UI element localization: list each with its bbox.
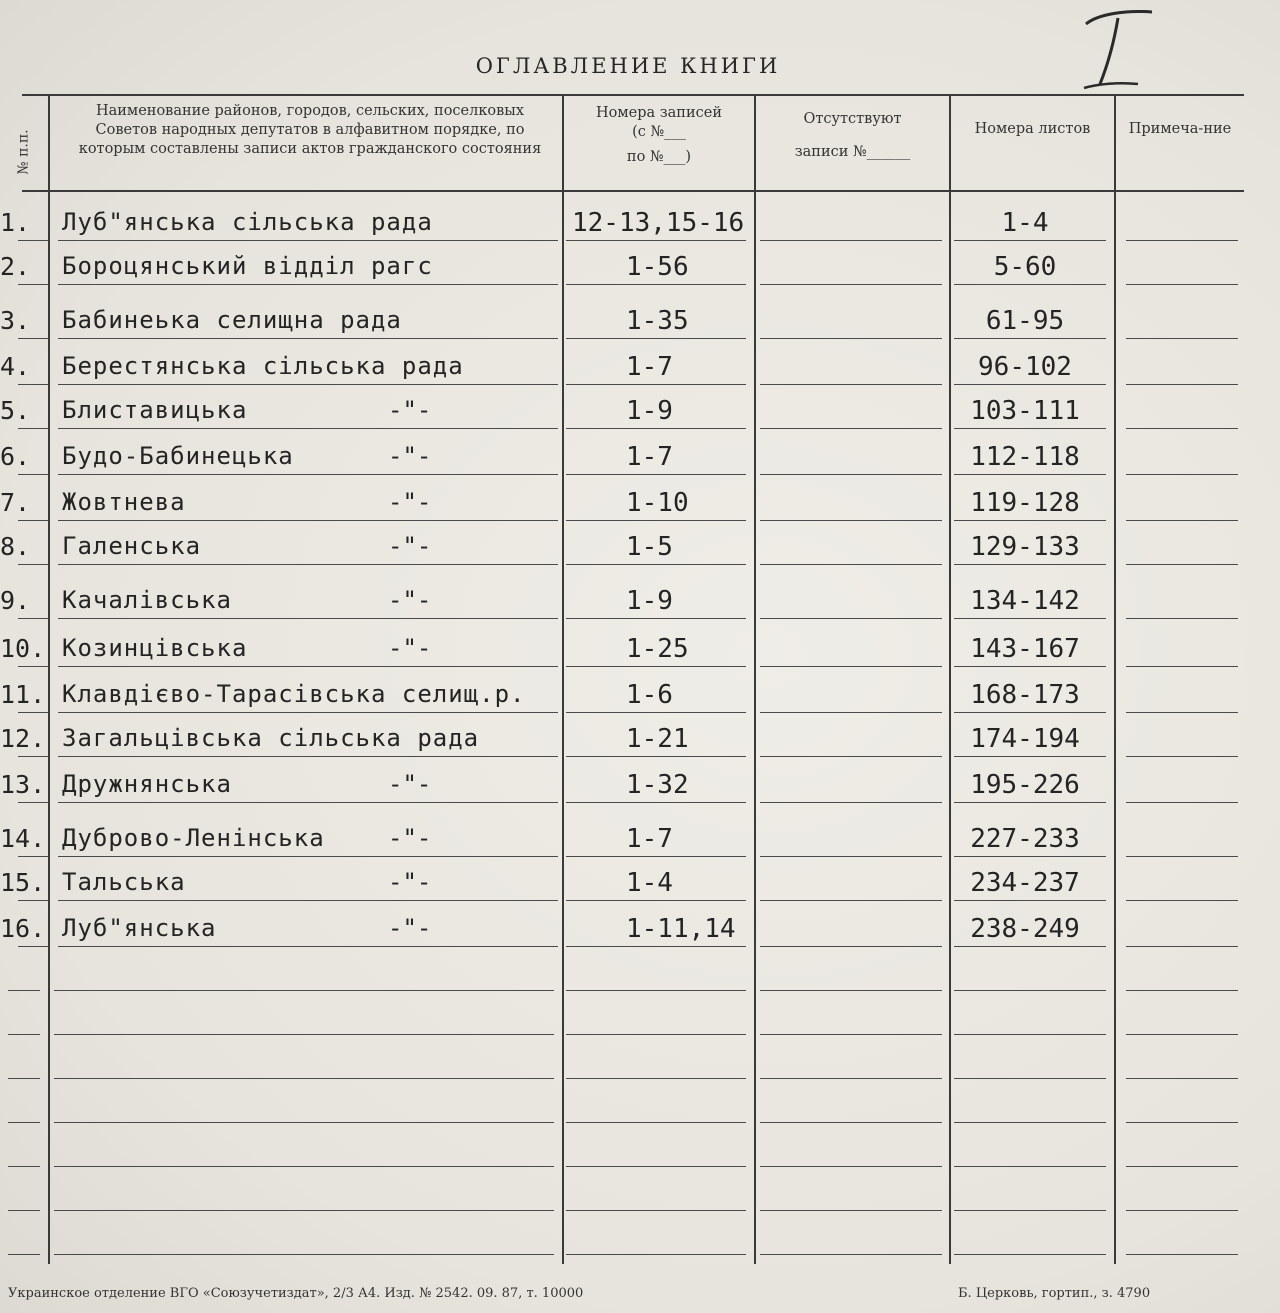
blank-rule-line: [954, 1210, 1106, 1211]
row-underline: [760, 428, 942, 429]
row-underline: [760, 520, 942, 521]
row-record-numbers: 1-9: [626, 586, 673, 616]
row-underline: [58, 240, 558, 241]
row-sheet-numbers: 227-233: [970, 824, 1080, 854]
row-underline: [18, 802, 48, 803]
row-underline: [760, 712, 942, 713]
row-underline: [566, 338, 746, 339]
row-underline: [954, 240, 1106, 241]
row-sheet-numbers: 5-60: [993, 252, 1057, 282]
row-council-name: Тальська: [62, 868, 186, 896]
row-underline: [1126, 520, 1238, 521]
row-sheet-numbers: 168-173: [970, 680, 1080, 710]
blank-rule-line: [1126, 990, 1238, 991]
blank-rule-line: [954, 1254, 1106, 1255]
row-sheet-numbers: 143-167: [970, 634, 1080, 664]
row-underline: [18, 284, 48, 285]
row-number: 9.: [0, 586, 31, 615]
table-row: [0, 306, 1256, 352]
row-underline: [18, 384, 48, 385]
table-row: [0, 442, 1256, 488]
table-row: [0, 634, 1256, 680]
footer-publisher: Украинское отделение ВГО «Союзучетиздат», 2/3 А4. Изд. № 2542. 09. 87, т. 10000: [8, 1286, 584, 1301]
row-number: 3.: [0, 306, 31, 335]
row-underline: [760, 564, 942, 565]
table-row: [0, 488, 1256, 534]
table-row: [0, 680, 1256, 726]
row-underline: [566, 756, 746, 757]
header-notes: Примеча-ние: [1128, 121, 1232, 137]
row-underline: [954, 384, 1106, 385]
row-sheet-numbers: 119-128: [970, 488, 1080, 518]
row-underline: [18, 946, 48, 947]
blank-rule-line: [760, 990, 942, 991]
row-sheet-numbers: 234-237: [970, 868, 1080, 898]
header-absent: Отсутствуют записи №______: [794, 111, 911, 160]
row-record-numbers: 12-13,15-16: [572, 208, 745, 238]
row-number: 15.: [0, 868, 46, 897]
row-underline: [954, 520, 1106, 521]
blank-rule-line: [54, 1034, 554, 1035]
row-ditto-mark: -"-: [388, 442, 432, 470]
row-underline: [18, 338, 48, 339]
row-underline: [18, 474, 48, 475]
blank-rule-line: [8, 1078, 40, 1079]
blank-rule-line: [54, 1078, 554, 1079]
row-underline: [954, 756, 1106, 757]
row-underline: [566, 564, 746, 565]
row-ditto-mark: -"-: [388, 914, 432, 942]
header-number: № п.п.: [16, 129, 33, 175]
table-row: [0, 914, 1256, 960]
row-underline: [954, 474, 1106, 475]
row-underline: [566, 618, 746, 619]
blank-rule-line: [1126, 1122, 1238, 1123]
row-record-numbers: 1-35: [626, 306, 689, 336]
blank-rule-line: [1126, 1254, 1238, 1255]
row-sheet-numbers: 103-111: [970, 396, 1080, 426]
row-underline: [954, 666, 1106, 667]
row-underline: [760, 802, 942, 803]
row-underline: [954, 284, 1106, 285]
row-underline: [760, 384, 942, 385]
table-row: [0, 724, 1256, 770]
blank-rule-line: [1126, 1078, 1238, 1079]
blank-rule-line: [1126, 1034, 1238, 1035]
row-underline: [954, 900, 1106, 901]
blank-rule-line: [8, 1122, 40, 1123]
row-underline: [566, 428, 746, 429]
row-number: 10.: [0, 634, 46, 663]
row-underline: [1126, 428, 1238, 429]
row-council-name: Клавдієво-Тарасівська селищ.р.: [62, 680, 526, 708]
row-underline: [1126, 384, 1238, 385]
row-sheet-numbers: 174-194: [970, 724, 1080, 754]
row-underline: [58, 384, 558, 385]
blank-rule-line: [8, 1034, 40, 1035]
row-council-name: Галенська: [62, 532, 202, 560]
blank-rule-line: [54, 1254, 554, 1255]
blank-rule-line: [760, 1210, 942, 1211]
row-ditto-mark: -"-: [388, 634, 432, 662]
row-underline: [954, 856, 1106, 857]
row-underline: [18, 564, 48, 565]
row-record-numbers: 1-7: [626, 352, 673, 382]
row-sheet-numbers: 1-4: [1001, 208, 1049, 238]
row-sheet-numbers: 129-133: [970, 532, 1080, 562]
row-council-name: Козинцівська: [62, 634, 248, 662]
row-ditto-mark: -"-: [388, 586, 432, 614]
row-underline: [566, 240, 746, 241]
blank-rule-line: [54, 1210, 554, 1211]
row-council-name: Загальцівська сільська рада: [62, 724, 480, 752]
blank-rule-line: [54, 990, 554, 991]
blank-rule-line: [566, 1122, 746, 1123]
row-underline: [1126, 712, 1238, 713]
blank-rule-line: [760, 1078, 942, 1079]
row-record-numbers: 1-21: [626, 724, 689, 754]
header-name: Наименование районов, городов, сельских, поселковых Советов народных депутатов в алфавитном порядке, по которым составлены записи актов гражданского состояния: [78, 103, 542, 157]
row-underline: [58, 428, 558, 429]
row-underline: [58, 946, 558, 947]
row-council-name: Берестянська сільська рада: [62, 352, 464, 380]
row-underline: [760, 284, 942, 285]
table-row: [0, 586, 1256, 632]
row-underline: [58, 520, 558, 521]
blank-rule-line: [760, 1254, 942, 1255]
blank-rule-line: [8, 1254, 40, 1255]
row-underline: [954, 618, 1106, 619]
row-underline: [566, 856, 746, 857]
row-number: 6.: [0, 442, 31, 471]
row-underline: [566, 384, 746, 385]
row-underline: [760, 618, 942, 619]
row-council-name: Бороцянський відділ рагс: [62, 252, 433, 280]
row-underline: [58, 474, 558, 475]
blank-rule-line: [8, 1166, 40, 1167]
table-row: [0, 208, 1256, 254]
row-underline: [58, 802, 558, 803]
row-underline: [760, 338, 942, 339]
table-row: [0, 770, 1256, 816]
row-underline: [954, 802, 1106, 803]
row-record-numbers: 1-6: [626, 680, 673, 710]
row-underline: [1126, 856, 1238, 857]
row-underline: [566, 474, 746, 475]
row-underline: [1126, 338, 1238, 339]
row-underline: [760, 756, 942, 757]
row-council-name: Дружнянська: [62, 770, 232, 798]
row-underline: [58, 712, 558, 713]
row-record-numbers: 1-11,14: [626, 914, 736, 944]
row-underline: [58, 284, 558, 285]
row-underline: [58, 618, 558, 619]
blank-rule-line: [1126, 1210, 1238, 1211]
row-sheet-numbers: 238-249: [970, 914, 1080, 944]
row-underline: [1126, 802, 1238, 803]
roman-numeral-mark: [1078, 2, 1158, 94]
row-record-numbers: 1-7: [626, 442, 673, 472]
table-top-border: [22, 94, 1244, 96]
row-underline: [1126, 284, 1238, 285]
row-record-numbers: 1-4: [626, 868, 673, 898]
blank-rule-line: [566, 1254, 746, 1255]
row-council-name: Будо-Бабинецька: [62, 442, 294, 470]
row-underline: [566, 946, 746, 947]
row-underline: [18, 756, 48, 757]
blank-rule-line: [954, 1122, 1106, 1123]
row-number: 12.: [0, 724, 46, 753]
row-underline: [1126, 946, 1238, 947]
row-underline: [1126, 240, 1238, 241]
blank-rule-line: [566, 1078, 746, 1079]
row-number: 1.: [0, 208, 31, 237]
row-underline: [760, 240, 942, 241]
row-number: 2.: [0, 252, 31, 281]
header-sheets: Номера листов: [974, 121, 1091, 137]
row-council-name: Луб"янська сільська рада: [62, 208, 433, 236]
row-underline: [18, 428, 48, 429]
row-underline: [566, 802, 746, 803]
blank-rule-line: [954, 1078, 1106, 1079]
table-row: [0, 532, 1256, 578]
row-underline: [566, 284, 746, 285]
row-ditto-mark: -"-: [388, 868, 432, 896]
row-ditto-mark: -"-: [388, 770, 432, 798]
row-underline: [760, 946, 942, 947]
row-underline: [760, 666, 942, 667]
row-underline: [566, 900, 746, 901]
row-record-numbers: 1-5: [626, 532, 673, 562]
footer-printer: Б. Церковь, гортип., з. 4790: [958, 1286, 1151, 1301]
row-record-numbers: 1-56: [626, 252, 689, 282]
row-underline: [954, 338, 1106, 339]
row-record-numbers: 1-9: [626, 396, 673, 426]
row-number: 7.: [0, 488, 31, 517]
row-underline: [58, 756, 558, 757]
blank-rule-line: [566, 990, 746, 991]
blank-rule-line: [8, 990, 40, 991]
row-underline: [566, 666, 746, 667]
row-underline: [954, 564, 1106, 565]
row-underline: [954, 946, 1106, 947]
row-sheet-numbers: 112-118: [970, 442, 1080, 472]
row-underline: [18, 240, 48, 241]
row-underline: [1126, 666, 1238, 667]
blank-rule-line: [566, 1034, 746, 1035]
row-council-name: Бабинеька селищна рада: [62, 306, 402, 334]
blank-rule-line: [8, 1210, 40, 1211]
page-title: ОГЛАВЛЕНИЕ КНИГИ: [475, 54, 781, 78]
row-underline: [18, 666, 48, 667]
row-council-name: Жовтнева: [62, 488, 186, 516]
row-record-numbers: 1-25: [626, 634, 689, 664]
row-record-numbers: 1-7: [626, 824, 673, 854]
row-underline: [760, 900, 942, 901]
row-ditto-mark: -"-: [388, 824, 432, 852]
blank-rule-line: [954, 990, 1106, 991]
row-number: 13.: [0, 770, 46, 799]
row-sheet-numbers: 195-226: [970, 770, 1080, 800]
row-council-name: Качалівська: [62, 586, 232, 614]
row-ditto-mark: -"-: [388, 488, 432, 516]
blank-rule-line: [760, 1166, 942, 1167]
header-records: Номера записей (с №___ по №___): [595, 105, 723, 165]
row-underline: [1126, 474, 1238, 475]
table-row: [0, 396, 1256, 442]
row-council-name: Блиставицька: [62, 396, 248, 424]
row-number: 4.: [0, 352, 31, 381]
row-number: 14.: [0, 824, 46, 853]
blank-rule-line: [566, 1166, 746, 1167]
row-number: 8.: [0, 532, 31, 561]
row-council-name: Луб"янська: [62, 914, 217, 942]
blank-rule-line: [954, 1034, 1106, 1035]
row-underline: [954, 712, 1106, 713]
blank-rule-line: [954, 1166, 1106, 1167]
row-underline: [18, 520, 48, 521]
blank-rule-line: [1126, 1166, 1238, 1167]
row-underline: [1126, 900, 1238, 901]
row-underline: [1126, 756, 1238, 757]
table-row: [0, 824, 1256, 870]
row-underline: [58, 856, 558, 857]
row-sheet-numbers: 96-102: [978, 352, 1072, 382]
row-underline: [954, 428, 1106, 429]
blank-rule-line: [566, 1210, 746, 1211]
row-sheet-numbers: 134-142: [970, 586, 1080, 616]
row-underline: [18, 712, 48, 713]
table-row: [0, 352, 1256, 398]
row-underline: [58, 564, 558, 565]
row-underline: [58, 900, 558, 901]
row-underline: [18, 856, 48, 857]
row-underline: [58, 666, 558, 667]
row-ditto-mark: -"-: [388, 396, 432, 424]
blank-rule-line: [54, 1166, 554, 1167]
row-number: 16.: [0, 914, 46, 943]
row-ditto-mark: -"-: [388, 532, 432, 560]
blank-rule-line: [760, 1034, 942, 1035]
row-underline: [18, 618, 48, 619]
row-record-numbers: 1-10: [626, 488, 689, 518]
row-underline: [18, 900, 48, 901]
row-underline: [760, 474, 942, 475]
row-record-numbers: 1-32: [626, 770, 689, 800]
row-underline: [1126, 618, 1238, 619]
row-number: 5.: [0, 396, 31, 425]
table-row: [0, 868, 1256, 914]
row-underline: [58, 338, 558, 339]
row-council-name: Дуброво-Ленінська: [62, 824, 325, 852]
blank-rule-line: [54, 1122, 554, 1123]
row-number: 11.: [0, 680, 46, 709]
header-bottom-border: [22, 190, 1244, 192]
row-sheet-numbers: 61-95: [985, 306, 1065, 336]
blank-rule-line: [760, 1122, 942, 1123]
row-underline: [760, 856, 942, 857]
table-row: [0, 252, 1256, 298]
row-underline: [566, 520, 746, 521]
row-underline: [566, 712, 746, 713]
row-underline: [1126, 564, 1238, 565]
